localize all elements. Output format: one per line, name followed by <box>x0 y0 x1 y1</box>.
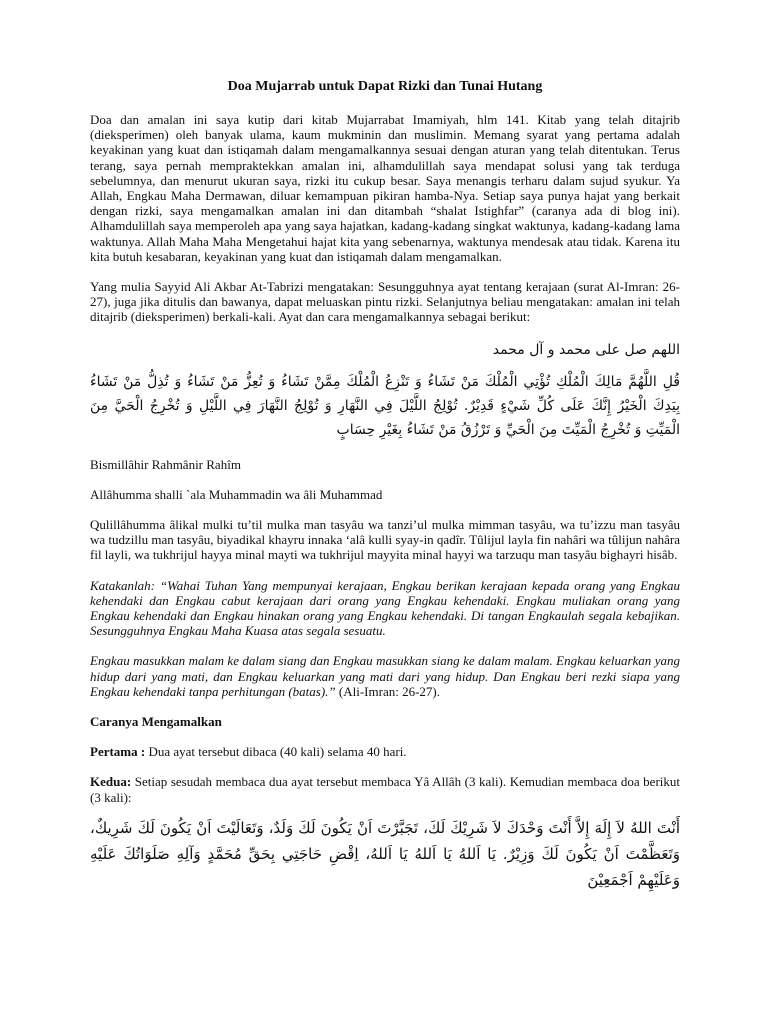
arabic-doa: أَنْتَ اللهُ لاَ إِلَهَ إِلاَّ أَنْتَ وَحْدَكَ لاَ شَرِيْكَ لَكَ، تَجَبَّرْتَ اَنْ يَكُونَ لَكَ وَلَدٌ، وَتَعَالَيْتَ اَنْ يَكُونَ لَكَ شَرِيكٌ، وَتَعَظَّمْتَ اَنْ يَكُونَ لَكَ وَزِيْرٌ. يَا اَللهُ يَا اَللهُ يَا اَللهُ، اِقْضِ حَاجَتِي بِحَقِّ مُحَمَّدٍ وَآلِهِ صَلَوَاتُكَ عَلَيْهِ وَعَلَيْهِمْ اَجْمَعِيْنَ <box>90 818 680 889</box>
pertama-text: Dua ayat tersebut dibaca (40 kali) selama 40 hari. <box>145 744 407 760</box>
translation-paragraph-2 <box>90 653 680 699</box>
ayat-transliteration: Qulillâhumma âlikal mulki tu’til mulka man tasyâu wa tanzi’ul mulka mimman tasyâu, wa tu’izzu man tasyâu wa tudzillu man tasyâu, biyadikal khayru innaka ‘alâ kulli syay-in qadîr. Tûlijul layla fin nahâri wa tûlijun nahâra fil layli, wa tukhrijul hayya minal mayti wa tukhrijul mayyita minal hayyi wa tarzuqu man tasyâu bighayri hisâb. <box>90 517 681 563</box>
document-title: Doa Mujarrab untuk Dapat Rizki dan Tunai Hutang <box>227 79 543 94</box>
salawat-latin: Allâhumma shalli `ala Muhammadin wa âli Muhammad <box>90 486 383 502</box>
translation-2-text: Engkau masukkan malam ke dalam siang dan Engkau masukkan siang ke dalam malam. Engkau keluarkan yang hidup dari yang mati, dan Engkau keluarkan yang mati dari yang hidup. Dan Engkau beri rezki siapa yang Engkau kehendaki tanpa perhitungan (batas).” <box>90 653 680 699</box>
step-pertama <box>90 744 680 759</box>
arabic-salawat: اللهم صل على محمد و آل محمد <box>492 341 680 358</box>
pertama-label: Pertama : <box>90 744 146 760</box>
step-kedua <box>90 774 680 804</box>
translation-1-text: Katakanlah: “Wahai Tuhan Yang mempunyai kerajaan, Engkau berikan kerajaan kepada orang yang Engkau kehendaki dan Engkau cabut kerajaan dari orang yang Engkau kehendaki. Engkau muliakan orang yang Engkau kehendaki dan Engkau hinakan orang yang Engkau kehendaki. Di tangan Engkaulah segala kebajikan. Sesungguhnya Engkau Maha Kuasa atas segala sesuatu. <box>90 577 680 639</box>
caranya-heading: Caranya Mengamalkan <box>90 714 222 730</box>
arabic-ayat: قُلِ اللَّهُمَّ مَالِكَ الْمُلْكِ تُؤْتِي الْمُلْكَ مَنْ تَشَاءُ وَ تَنْزِعُ الْمُلْكَ مِمَّنْ تَشَاءُ وَ تُعِزُّ مَنْ تَشَاءُ وَ تُذِلُّ مَنْ تَشَاءُ بِيَدِكَ الْخَيْرُ إِنَّكَ عَلَى كُلِّ شَيْءٍ قَدِيْرٌ. تُوْلِجُ اللَّيْلَ فِي النَّهَارِ وَ تُوْلِجُ النَّهَارَ فِي اللَّيْلِ وَ تُخْرِجُ الْحَيَّ مِنَ الْمَيِّتِ وَ تُخْرِجُ الْمَيِّتَ مِنَ الْحَيِّ وَ تَرْزُقُ مَنْ تَشَاءُ بِغَيْرِ حِسَابٍ <box>90 373 680 438</box>
translation-reference: (Ali-Imran: 26-27). <box>335 683 440 699</box>
bismillah-latin: Bismillâhir Rahmânir Rahîm <box>90 456 241 472</box>
kedua-text: Setiap sesudah membaca dua ayat tersebut membaca Yâ Allâh (3 kali). Kemudian membaca doa berikut (3 kali): <box>90 774 680 805</box>
kedua-label: Kedua: <box>90 774 132 790</box>
document-page <box>90 78 680 893</box>
tabrizi-paragraph: Yang mulia Sayyid Ali Akbar At-Tabrizi mengatakan: Sesungguhnya ayat tentang kerajaan (surat Al-Imran: 26-27), juga jika ditulis dan bawanya, dapat meluaskan pintu rizki. Selanjutnya beliau mengatakan: amalan ini telah ditajrib (dieksperimen) berkali-kali. Ayat dan cara mengamalkannya sebagai berikut: <box>90 279 680 325</box>
translation-paragraph-1 <box>90 578 680 639</box>
intro-paragraph: Doa dan amalan ini saya kutip dari kitab Mujarrabat Imamiyah, hlm 141. Kitab yang telah ditajrib (dieksperimen) oleh banyak ulama, kaum mukminin dan muslimin. Memang syarat yang pertama adalah keyakinan yang kuat dan istiqamah dalam mengamalkannya sesuai dengan aturan yang telah ditentukan. Terus terang, saya pernah mempraktekkan amalan ini, alhamdulillah saya mendapat solusi yang tak terduga sebelumnya, dan menurut ukuran saya, rizki itu cukup besar. Saya menangis terharu dalam sujud syukur. Ya Allah, Engkau Maha Dermawan, diluar kemampuan pikiran hamba-Nya. Setiap saya punya hajat yang berkait dengan rizki, saya mengamalkan amalan ini dan ditambah “shalat Istighfar” (caranya ada di blog ini). Alhamdulillah saya memperoleh apa yang saya hajatkan, kadang-kadang singkat waktunya, kadang-kadang lama waktunya. Allah Maha Maha Mengetahui hajat kita yang sebenarnya, waktunya mendesak atau tidak. Karena itu kita butuh kesabaran, keyakinan yang kuat dan istiqamah dalam mengamalkan. <box>90 112 680 264</box>
